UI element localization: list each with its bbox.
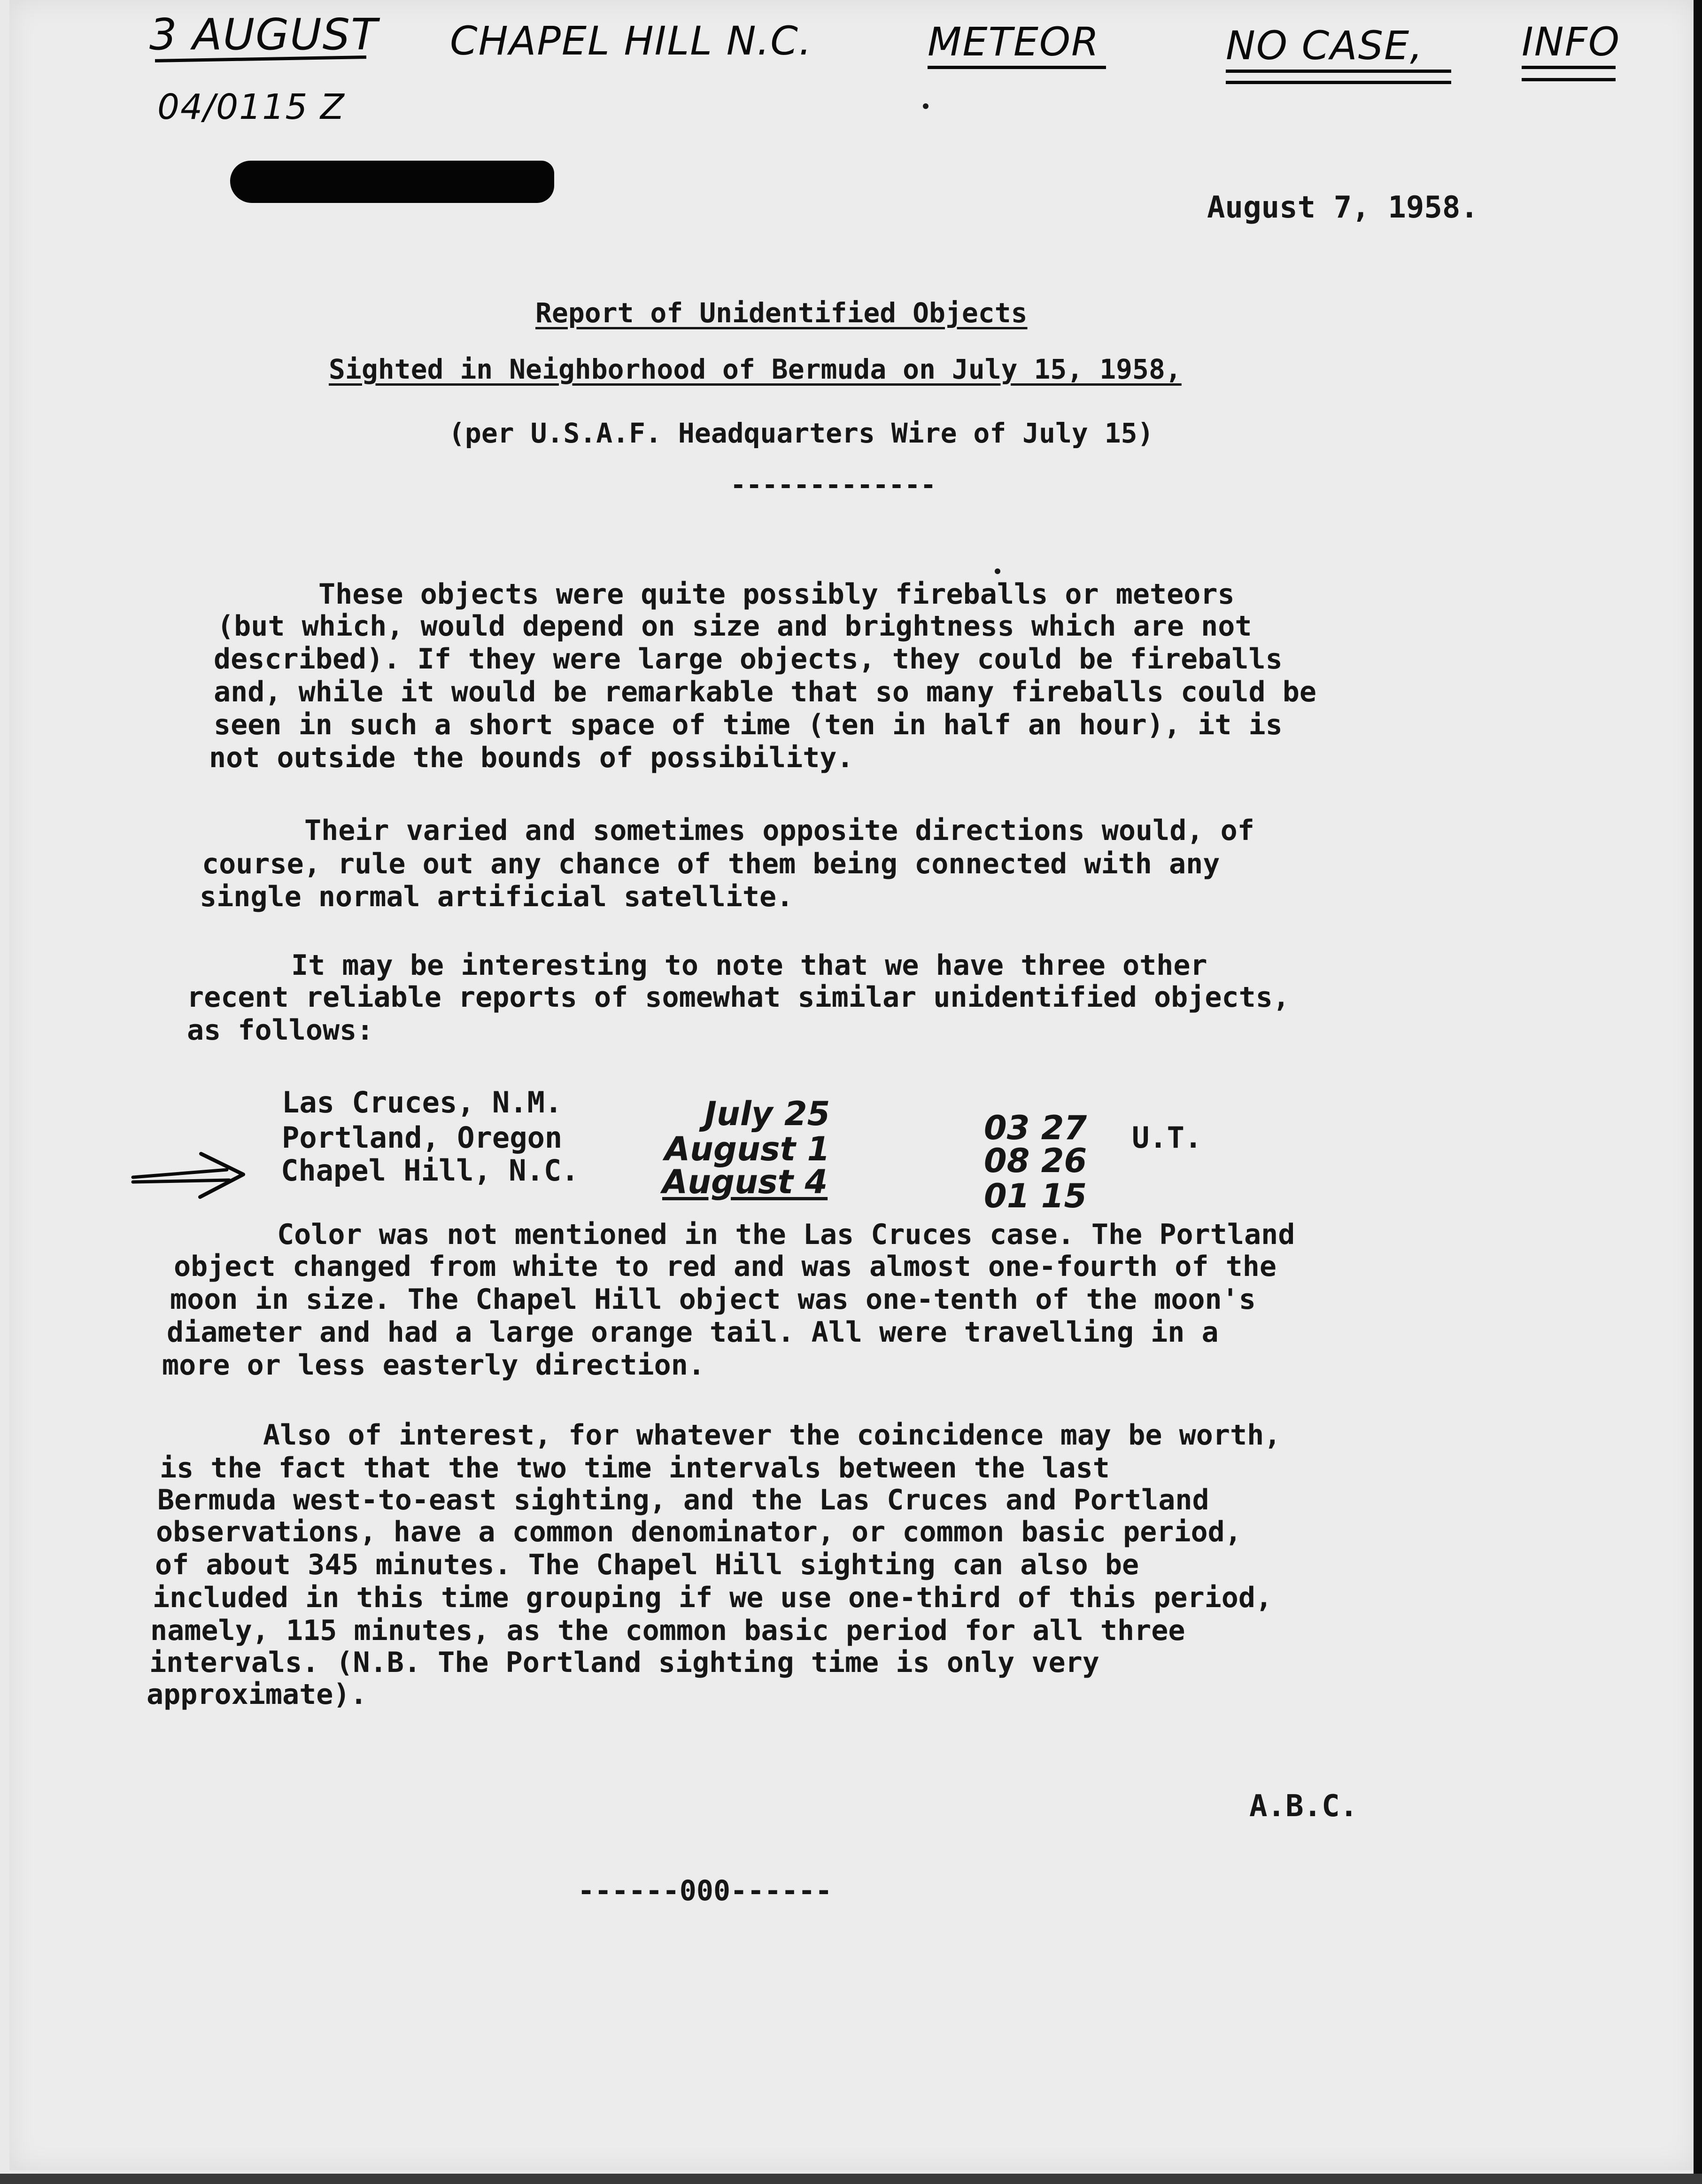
handwritten-classification: METEOR — [928, 19, 1100, 65]
handwritten-evaluation-underline-2 — [1226, 81, 1451, 84]
title-line-2: Sighted in Neighborhood of Bermuda on July 15, 1958, — [329, 353, 1182, 385]
subtitle: (per U.S.A.F. Headquarters Wire of July 15) — [449, 417, 1154, 449]
paragraph-line: single normal artificial satellite. — [200, 880, 794, 913]
title-line-1: Report of Unidentified Objects — [535, 297, 1028, 329]
scan-edge-bottom — [0, 2174, 1702, 2184]
paragraph-line: observations, have a common denominator, or common basic period, — [156, 1516, 1242, 1548]
paragraph-line: diameter and had a large orange tail. All were travelling in a — [167, 1316, 1219, 1349]
redaction-bar — [230, 161, 554, 203]
handwritten-evaluation-underline-1 — [1226, 70, 1451, 73]
sighting-date: July 25 — [704, 1095, 830, 1133]
subtitle-rule: ------------- — [730, 470, 936, 500]
handwritten-type-underline-1 — [1522, 66, 1616, 69]
paragraph-line: is the fact that the two time intervals between the last — [160, 1452, 1110, 1484]
paragraph-line: as follows: — [187, 1014, 374, 1047]
stray-mark — [995, 568, 1000, 574]
handwritten-type: INFO — [1522, 19, 1621, 65]
paragraph-line: included in this time grouping if we use one-third of this period, — [153, 1581, 1273, 1614]
sighting-time: 08 26 — [984, 1142, 1087, 1180]
signature-initials: A.B.C. — [1249, 1789, 1358, 1824]
paragraph-line: seen in such a short space of time (ten in half an hour), it is — [214, 708, 1283, 741]
paragraph-line: Color was not mentioned in the Las Cruces case. The Portland — [277, 1218, 1295, 1251]
paragraph-line: of about 345 minutes. The Chapel Hill sighting can also be — [155, 1548, 1139, 1581]
sighting-unit: U.T. — [1132, 1120, 1202, 1155]
handwritten-time-code: 04/0115 Z — [157, 87, 345, 127]
sighting-place: Portland, Oregon — [282, 1120, 563, 1155]
paragraph-line: moon in size. The Chapel Hill object was one-tenth of the moon's — [170, 1283, 1256, 1316]
paragraph-line: described). If they were large objects, they could be fireballs — [214, 643, 1283, 676]
paragraph-line: recent reliable reports of somewhat similar unidentified objects, — [187, 981, 1290, 1014]
paragraph-line: course, rule out any chance of them being connected with any — [202, 847, 1220, 880]
paragraph-line: (but which, would depend on size and brightness which are not — [217, 610, 1252, 643]
sighting-date: August 1 — [665, 1130, 830, 1168]
paragraph-line: namely, 115 minutes, as the common basic period for all three — [150, 1614, 1185, 1647]
paragraph-line: These objects were quite possibly fireballs or meteors — [318, 578, 1235, 611]
paragraph-line: object changed from white to red and was almost one-fourth of the — [174, 1250, 1276, 1283]
handwritten-location: CHAPEL HILL N.C. — [450, 18, 812, 64]
scan-edge-right — [1694, 0, 1702, 2184]
paragraph-line: Also of interest, for whatever the coincidence may be worth, — [263, 1419, 1281, 1452]
paragraph-line: more or less easterly direction. — [162, 1349, 705, 1382]
sighting-date: August 4 — [662, 1163, 828, 1201]
paragraph-line: not outside the bounds of possibility. — [209, 741, 854, 774]
handwritten-classification-underline — [928, 66, 1106, 69]
closing-mark: ------000------ — [578, 1874, 832, 1907]
arrow-marker-icon — [131, 1150, 248, 1202]
sighting-time: 03 27 — [984, 1109, 1087, 1147]
sighting-place: Chapel Hill, N.C. — [281, 1153, 579, 1188]
paragraph-line: and, while it would be remarkable that so many fireballs could be — [214, 676, 1316, 708]
handwritten-evaluation: NO CASE, — [1226, 23, 1423, 69]
paragraph-line: Bermuda west-to-east sighting, and the Las Cruces and Portland — [157, 1484, 1209, 1516]
paragraph-line: It may be interesting to note that we have three other — [291, 949, 1207, 982]
paragraph-line: Their varied and sometimes opposite directions would, of — [304, 814, 1254, 847]
handwritten-type-underline-2 — [1522, 78, 1616, 81]
handwritten-date: 3 AUGUST — [149, 9, 379, 60]
paragraph-line: approximate). — [147, 1678, 367, 1711]
paragraph-line: intervals. (N.B. The Portland sighting time is only very — [149, 1646, 1099, 1679]
sighting-place: Las Cruces, N.M. — [282, 1085, 563, 1119]
sighting-time: 01 15 — [984, 1177, 1087, 1215]
letter-date: August 7, 1958. — [1207, 190, 1478, 225]
stray-mark — [923, 103, 928, 109]
